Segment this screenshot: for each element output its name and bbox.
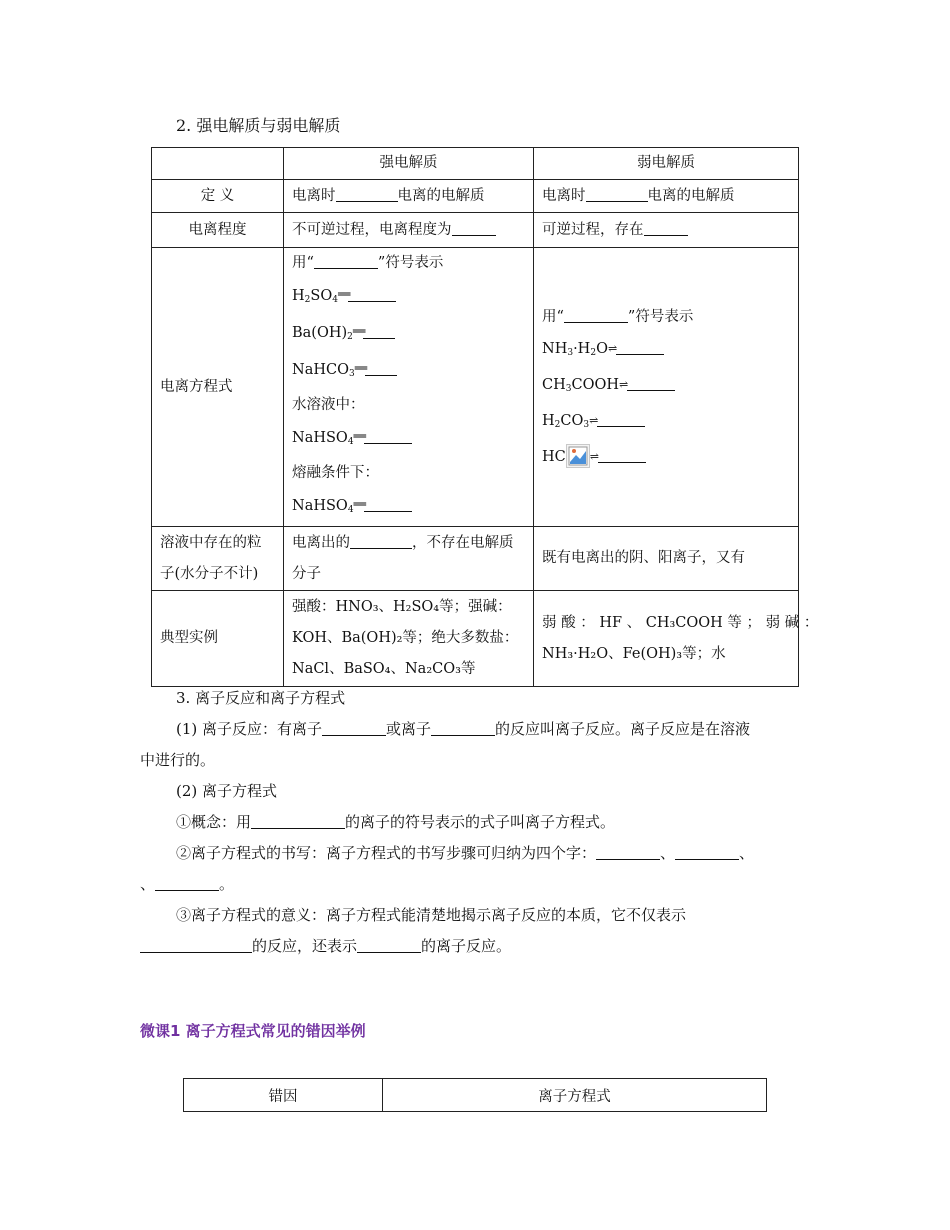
label-equation: 电离方程式: [152, 248, 284, 527]
row-degree: [152, 213, 799, 248]
examples-weak: 弱 酸 ： HF 、 CH₃COOH 等 ； 弱 碱 ： NH₃·H₂O、Fe(OH)₃等；水: [534, 591, 799, 687]
error-cause-table: [183, 1078, 767, 1112]
header-strong: 强电解质: [284, 148, 534, 180]
row-examples: [152, 591, 799, 687]
paragraph-5: ③离子方程式的意义：离子方程式能清楚地揭示离子反应的本质，它不仅表示: [176, 906, 687, 924]
paragraph-1-cont: 中进行的。: [140, 751, 216, 769]
definition-strong: 电离时 电离的电解质: [284, 180, 534, 213]
degree-strong: 不可逆过程，电离程度为: [284, 213, 534, 248]
reversible-arrow-icon: ⇌: [589, 413, 598, 427]
equal-sign-icon: ══: [352, 324, 364, 338]
paragraph-5-cont: 的反应，还表示 的离子反应。: [140, 931, 810, 961]
equal-sign-icon: ══: [353, 497, 364, 511]
reversible-arrow-icon: ⇌: [589, 449, 598, 463]
row-equation: [152, 248, 799, 527]
reversible-arrow-icon: ⇌: [619, 377, 628, 391]
electrolyte-table: [151, 147, 819, 687]
reversible-arrow-icon: ⇌: [607, 341, 617, 355]
equal-sign-icon: ══: [354, 361, 366, 375]
particles-strong: 电离出的 ，不存在电解质分子: [284, 527, 534, 591]
label-degree: 电离程度: [152, 213, 284, 248]
label-definition: 定 义: [152, 180, 284, 213]
particles-weak: 既有电离出的阴、阳离子，又有: [534, 527, 799, 591]
table-header-row: [184, 1079, 767, 1112]
paragraph-4-cont: 、 。: [140, 875, 235, 893]
equal-sign-icon: ══: [353, 429, 364, 443]
header-weak: 弱电解质: [534, 148, 799, 180]
examples-strong: 强酸：HNO₃、H₂SO₄等；强碱： KOH、Ba(OH)₂等；绝大多数盐： NaCl、BaSO₄、Na₂CO₃等: [284, 591, 534, 687]
micro-lesson-title: 微课1 离子方程式常见的错因举例: [140, 1022, 366, 1040]
paragraph-1: (1) 离子反应：有离子 或离子 的反应叫离子反应。离子反应是在溶液: [176, 720, 751, 738]
label-examples: 典型实例: [152, 591, 284, 687]
paragraph-4: ②离子方程式的书写：离子方程式的书写步骤可归纳为四个字： 、 、: [176, 844, 755, 862]
header-cause: 错因: [184, 1079, 383, 1112]
row-particles: [152, 527, 799, 591]
label-particles: 溶液中存在的粒子(水分子不计): [152, 527, 284, 591]
broken-image-icon: [566, 444, 590, 468]
section3-heading: 3. 离子反应和离子方程式: [176, 689, 346, 707]
header-blank: [152, 148, 284, 180]
degree-weak: 可逆过程，存在: [534, 213, 799, 248]
section2-heading: 2. 强电解质与弱电解质: [176, 116, 341, 135]
equation-strong: 用“ ”符号表示 $H_2SO_4══$ $Ba(OH)_2══$ NaHCO$_3$══ 水溶液中： NaHSO$_4$══ 熔融条件下： NaHSO$_4$══: [284, 248, 534, 527]
paragraph-3: ①概念：用 的离子的符号表示的式子叫离子方程式。: [176, 813, 616, 831]
header-equation: 离子方程式: [383, 1079, 767, 1112]
row-definition: [152, 180, 799, 213]
definition-weak: 电离时 电离的电解质: [534, 180, 799, 213]
equation-weak: 用“ ”符号表示 $NH_3\cdot H_2O\rightleftharpoons$ $CH_3COOH\rightleftharpoons$ $H_2CO_3\rightleftharpoons$ HC ⇌: [534, 248, 799, 527]
equal-sign-icon: ══: [337, 287, 349, 301]
paragraph-2: (2) 离子方程式: [176, 782, 278, 800]
table-header-row: [152, 148, 799, 180]
